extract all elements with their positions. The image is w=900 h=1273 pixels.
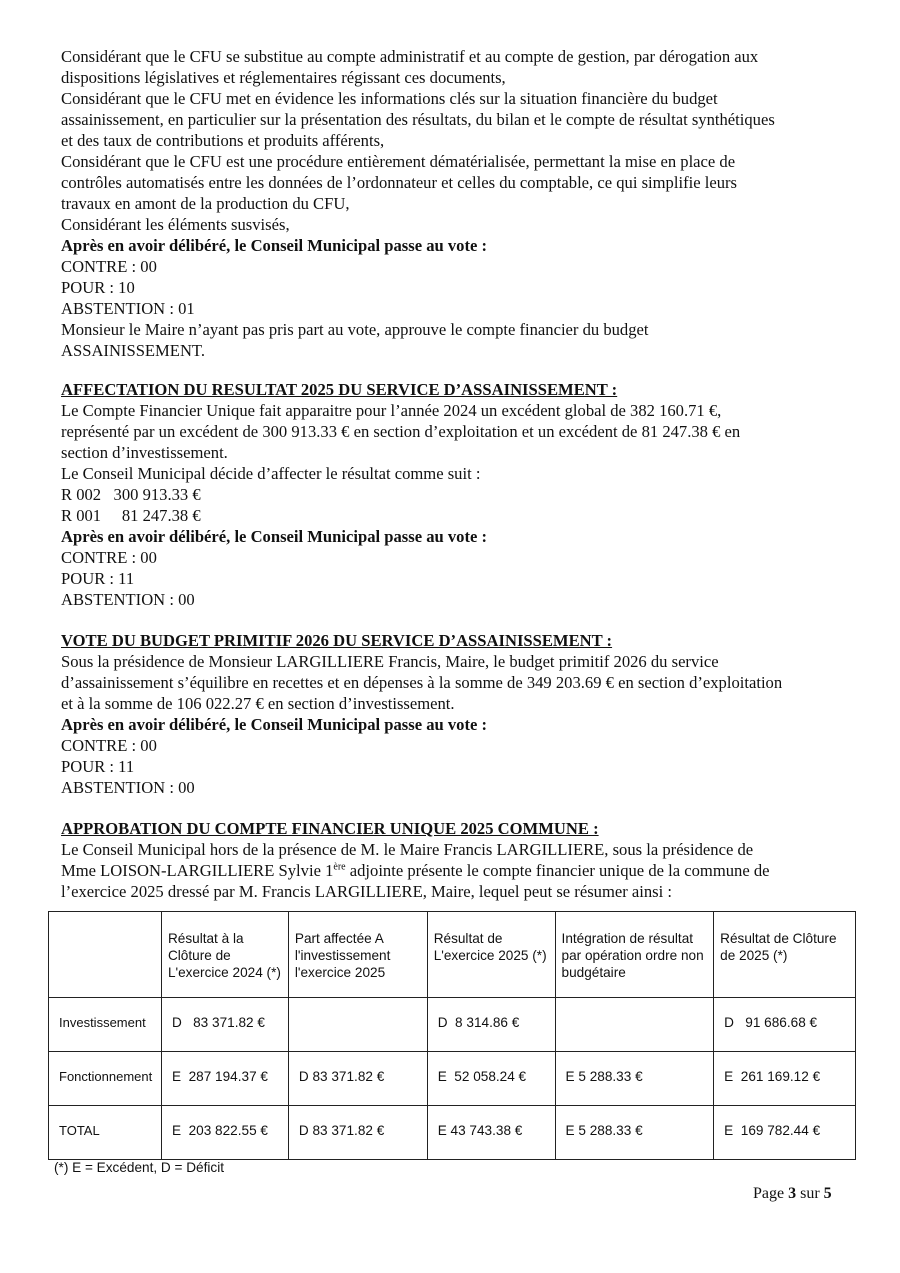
table-cell: E 5 288.33 € xyxy=(555,1052,714,1106)
table-cell: D 91 686.68 € xyxy=(714,998,856,1052)
section-text: Le Compte Financier Unique fait apparaitre pour l’année 2024 un excédent global de 382 160.71 €, xyxy=(61,401,722,420)
row-label: Fonctionnement xyxy=(49,1052,162,1106)
table-row xyxy=(49,998,856,1052)
table-row xyxy=(49,1106,856,1160)
page-prefix: Page xyxy=(753,1185,789,1202)
section-heading: APPROBATION DU COMPTE FINANCIER UNIQUE 2025 COMMUNE : xyxy=(61,819,599,838)
affectation-section xyxy=(61,379,851,610)
table-cell xyxy=(555,998,714,1052)
table-cell: E 52 058.24 € xyxy=(427,1052,555,1106)
page-mid: sur xyxy=(796,1185,824,1202)
section-text: Sous la présidence de Monsieur LARGILLIERE Francis, Maire, le budget primitif 2026 du service xyxy=(61,652,719,671)
text-part: Mme LOISON-LARGILLIERE Sylvie 1 xyxy=(61,861,334,880)
vote-abstention: ABSTENTION : 00 xyxy=(61,590,195,609)
vote-pour: POUR : 11 xyxy=(61,569,135,588)
section-text: Le Conseil Municipal hors de la présence de M. le Maire Francis LARGILLIERE, sous la présidence de xyxy=(61,840,754,859)
intro-line: Considérant que le CFU se substitue au compte administratif et au compte de gestion, par dérogation aux xyxy=(61,47,759,66)
vote-abstention: ABSTENTION : 00 xyxy=(61,778,195,797)
table-header-cell: Résultat de L'exercice 2025 (*) xyxy=(427,912,555,998)
table-cell: E 5 288.33 € xyxy=(555,1106,714,1160)
table-header-row xyxy=(49,912,856,998)
table-header-cell: Intégration de résultat par opération ordre non budgétaire xyxy=(555,912,714,998)
cfu-commune-section xyxy=(61,818,851,902)
table-cell: E 203 822.55 € xyxy=(161,1106,288,1160)
intro-line: travaux en amont de la production du CFU, xyxy=(61,194,350,213)
results-table xyxy=(48,911,856,1160)
table-cell: D 83 371.82 € xyxy=(288,1106,427,1160)
table-header-cell: Résultat à la Clôture de L'exercice 2024 (*) xyxy=(161,912,288,998)
table-cell: E 169 782.44 € xyxy=(714,1106,856,1160)
superscript: ère xyxy=(333,861,346,873)
intro-line: Considérant que le CFU est une procédure entièrement dématérialisée, permettant la mise en place de xyxy=(61,152,736,171)
intro-line: contrôles automatisés entre les données de l’ordonnateur et celles du comptable, ce qui simplifie leurs xyxy=(61,173,737,192)
table-cell: E 287 194.37 € xyxy=(161,1052,288,1106)
section-text: représenté par un excédent de 300 913.33 € en section d’exploitation et un excédent de 81 247.38 € en xyxy=(61,422,741,441)
section-text: d’assainissement s’équilibre en recettes et en dépenses à la somme de 349 203.69 € en section d’exploitation xyxy=(61,673,783,692)
intro-line: et des taux de contributions et produits afférents, xyxy=(61,131,385,150)
section-text: Le Conseil Municipal décide d’affecter le résultat comme suit : xyxy=(61,464,481,483)
intro-line: dispositions législatives et réglementaires régissant ces documents, xyxy=(61,68,506,87)
section-text xyxy=(61,860,851,881)
table-cell: E 261 169.12 € xyxy=(714,1052,856,1106)
table-cell xyxy=(288,998,427,1052)
vote-title: Après en avoir délibéré, le Conseil Municipal passe au vote : xyxy=(61,527,488,546)
table-cell: E 43 743.38 € xyxy=(427,1106,555,1160)
row-label: TOTAL xyxy=(49,1106,162,1160)
r002-line: R 002 300 913.33 € xyxy=(61,485,201,504)
vote-title: Après en avoir délibéré, le Conseil Municipal passe au vote : xyxy=(61,715,488,734)
table-header-cell xyxy=(49,912,162,998)
budget-section xyxy=(61,630,851,798)
table-footnote: (*) E = Excédent, D = Déficit xyxy=(54,1160,224,1175)
vote-contre: CONTRE : 00 xyxy=(61,736,157,755)
table-row xyxy=(49,1052,856,1106)
vote-conclusion: Monsieur le Maire n’ayant pas pris part au vote, approuve le compte financier du budget xyxy=(61,320,649,339)
r001-line: R 001 81 247.38 € xyxy=(61,506,201,525)
table-cell: D 8 314.86 € xyxy=(427,998,555,1052)
table-cell: D 83 371.82 € xyxy=(288,1052,427,1106)
vote-contre: CONTRE : 00 xyxy=(61,257,157,276)
vote-contre: CONTRE : 00 xyxy=(61,548,157,567)
section-heading: VOTE DU BUDGET PRIMITIF 2026 DU SERVICE D’ASSAINISSEMENT : xyxy=(61,631,613,650)
page-total: 5 xyxy=(823,1185,832,1202)
section-heading: AFFECTATION DU RESULTAT 2025 DU SERVICE D’ASSAINISSEMENT : xyxy=(61,380,618,399)
intro-line: Considérant les éléments susvisés, xyxy=(61,215,290,234)
vote-conclusion: ASSAINISSEMENT. xyxy=(61,341,205,360)
section-text: section d’investissement. xyxy=(61,443,228,462)
intro-line: Considérant que le CFU met en évidence les informations clés sur la situation financière du budget xyxy=(61,89,718,108)
intro-line: assainissement, en particulier sur la présentation des résultats, du bilan et le compte de résultat synthétiques xyxy=(61,110,775,129)
table-header-cell: Résultat de Clôture de 2025 (*) xyxy=(714,912,856,998)
vote-title: Après en avoir délibéré, le Conseil Municipal passe au vote : xyxy=(61,236,488,255)
intro-block xyxy=(61,46,851,361)
row-label: Investissement xyxy=(49,998,162,1052)
vote-pour: POUR : 10 xyxy=(61,278,135,297)
section-text: et à la somme de 106 022.27 € en section d’investissement. xyxy=(61,694,455,713)
page-number xyxy=(753,1183,832,1204)
section-text: l’exercice 2025 dressé par M. Francis LARGILLIERE, Maire, lequel peut se résumer ainsi : xyxy=(61,882,673,901)
table-header-cell: Part affectée A l'investissement l'exercice 2025 xyxy=(288,912,427,998)
vote-pour: POUR : 11 xyxy=(61,757,135,776)
text-part: adjointe présente le compte financier unique de la commune de xyxy=(345,861,770,880)
page-current: 3 xyxy=(788,1185,797,1202)
vote-abstention: ABSTENTION : 01 xyxy=(61,299,195,318)
table-cell: D 83 371.82 € xyxy=(161,998,288,1052)
